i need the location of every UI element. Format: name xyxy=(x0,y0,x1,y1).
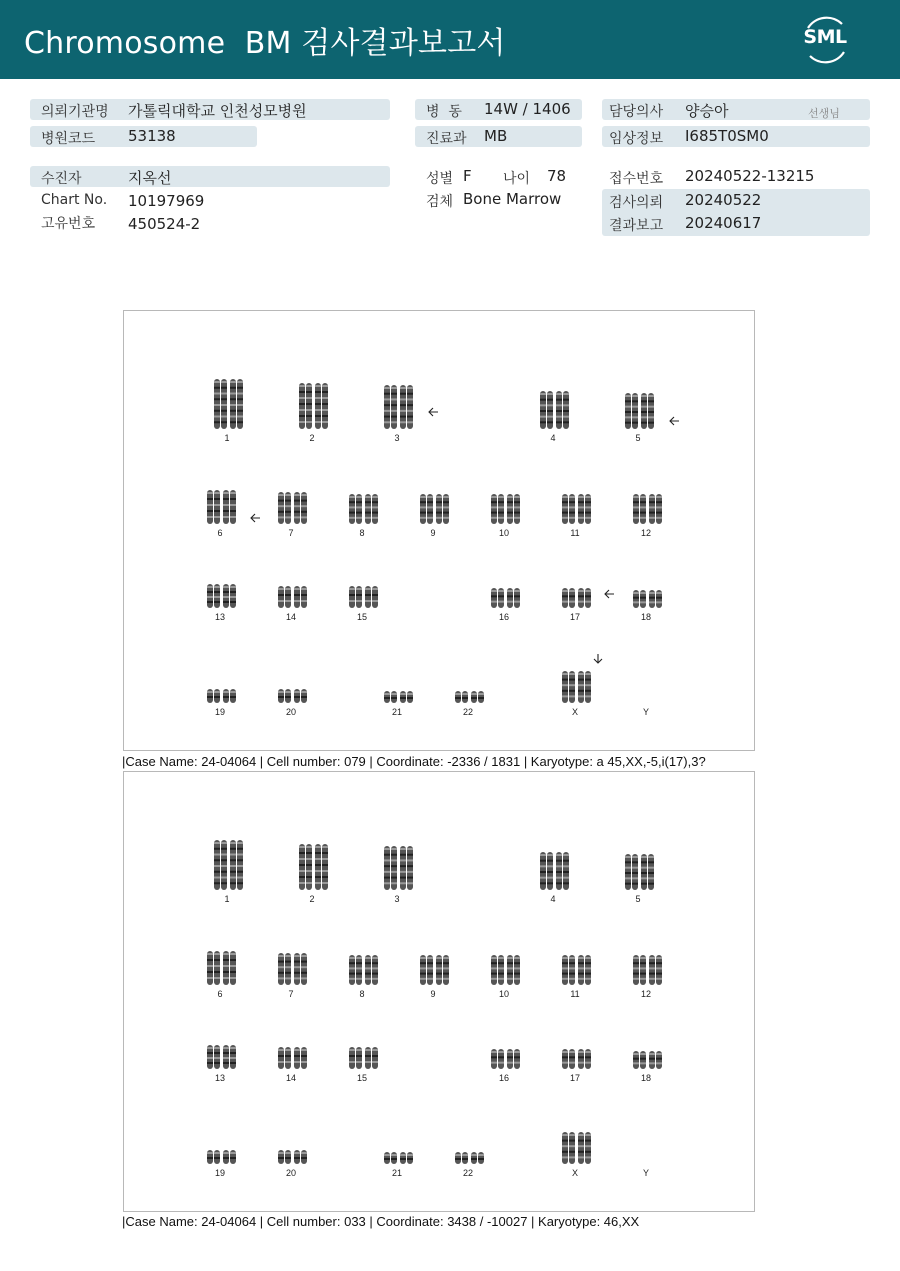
chromosome-number-3: 3 xyxy=(394,433,400,443)
chromosome-number-19: 19 xyxy=(214,1168,226,1178)
dept-value: MB xyxy=(484,127,508,145)
chromosome-X xyxy=(562,671,591,703)
chromosome-6 xyxy=(207,951,236,985)
karyotype-caption-1: |Case Name: 24-04064 | Cell number: 079 | Coordinate: -2336 / 1831 | Karyotype: a 45,XX,-5,i(17),3? xyxy=(122,754,706,769)
abnormality-arrow-icon xyxy=(594,654,602,663)
karyogram-1 xyxy=(124,311,756,752)
chromosome-19 xyxy=(207,689,236,703)
chromosome-number-20: 20 xyxy=(285,1168,297,1178)
request-date-value: 20240522 xyxy=(685,191,762,209)
chromosome-14 xyxy=(278,1047,307,1069)
chromosome-number-22: 22 xyxy=(462,1168,474,1178)
karyotype-image-2 xyxy=(123,771,755,1212)
chromosome-17 xyxy=(562,1049,591,1069)
chromosome-15 xyxy=(349,586,378,608)
chromosome-20 xyxy=(278,1150,307,1164)
chromosome-22 xyxy=(455,691,484,703)
chromosome-number-16: 16 xyxy=(498,1073,510,1083)
chromosome-20 xyxy=(278,689,307,703)
chromosome-number-2: 2 xyxy=(309,433,315,443)
chromosome-number-6: 6 xyxy=(217,989,223,999)
chromosome-8 xyxy=(349,955,378,985)
chromosome-number-9: 9 xyxy=(430,528,436,538)
chromosome-number-18: 18 xyxy=(640,612,652,622)
chromosome-1 xyxy=(214,840,243,890)
chromosome-number-1: 1 xyxy=(224,433,230,443)
chromosome-18 xyxy=(633,590,662,608)
request-date-label: 검사의뢰 xyxy=(609,195,664,211)
chromosome-number-11: 11 xyxy=(570,989,580,999)
patient-label: 수진자 xyxy=(41,171,82,187)
chromosome-number-9: 9 xyxy=(430,989,436,999)
chromosome-number-12: 12 xyxy=(640,528,652,538)
chromosome-number-1: 1 xyxy=(224,894,230,904)
chromosome-11 xyxy=(562,494,591,524)
chromosome-10 xyxy=(491,955,520,985)
chromosome-number-19: 19 xyxy=(214,707,226,717)
chromosome-11 xyxy=(562,955,591,985)
chromosome-number-Y: Y xyxy=(642,707,650,717)
specimen-label: 검체 xyxy=(426,194,454,210)
sex-value: F xyxy=(463,167,472,185)
abnormality-arrow-icon xyxy=(251,514,260,522)
report-date-label: 결과보고 xyxy=(609,218,664,234)
chromosome-number-7: 7 xyxy=(288,528,294,538)
chromosome-number-22: 22 xyxy=(462,707,474,717)
institution-value: 가톨릭대학교 인천성모병원 xyxy=(128,102,307,120)
chromosome-number-7: 7 xyxy=(288,989,294,999)
age-value: 78 xyxy=(547,167,567,185)
abnormality-arrow-icon xyxy=(605,590,614,598)
doctor-suffix: 선생님 xyxy=(808,107,840,120)
chromosome-number-X: X xyxy=(571,1168,579,1178)
chromosome-22 xyxy=(455,1152,484,1164)
chromosome-9 xyxy=(420,494,449,524)
chart-no-label: Chart No. xyxy=(41,192,108,208)
chromosome-16 xyxy=(491,588,520,608)
chromosome-17 xyxy=(562,588,591,608)
chromosome-number-14: 14 xyxy=(285,1073,297,1083)
uid-label: 고유번호 xyxy=(41,216,96,232)
chromosome-number-12: 12 xyxy=(640,989,652,999)
sml-logo xyxy=(798,14,852,66)
chromosome-7 xyxy=(278,492,307,524)
chromosome-3 xyxy=(384,385,413,429)
accession-value: 20240522-13215 xyxy=(685,167,815,185)
ward-value: 14W / 1406 xyxy=(484,100,571,118)
abnormality-arrow-icon xyxy=(670,417,679,425)
abnormality-arrow-icon xyxy=(429,408,438,416)
chromosome-2 xyxy=(299,383,328,429)
chromosome-4 xyxy=(540,391,569,429)
chromosome-2 xyxy=(299,844,328,890)
chromosome-number-17: 17 xyxy=(569,612,581,622)
chromosome-number-16: 16 xyxy=(498,612,510,622)
chromosome-6 xyxy=(207,490,236,524)
chromosome-4 xyxy=(540,852,569,890)
chromosome-9 xyxy=(420,955,449,985)
chromosome-12 xyxy=(633,494,662,524)
specimen-value: Bone Marrow xyxy=(463,190,562,208)
chromosome-number-5: 5 xyxy=(635,433,641,443)
sex-label: 성별 xyxy=(426,171,454,187)
clinical-value: I685T0SM0 xyxy=(685,127,769,145)
chart-no-value: 10197969 xyxy=(128,192,205,210)
patient-row-bg xyxy=(30,166,390,187)
chromosome-number-6: 6 xyxy=(217,528,223,538)
report-date-value: 20240617 xyxy=(685,214,762,232)
chromosome-number-13: 13 xyxy=(214,612,226,622)
chromosome-number-15: 15 xyxy=(356,612,368,622)
chromosome-X xyxy=(562,1132,591,1164)
chromosome-8 xyxy=(349,494,378,524)
chromosome-number-8: 8 xyxy=(359,528,365,538)
chromosome-number-10: 10 xyxy=(498,989,510,999)
chromosome-1 xyxy=(214,379,243,429)
chromosome-3 xyxy=(384,846,413,890)
chromosome-number-13: 13 xyxy=(214,1073,226,1083)
karyogram-2 xyxy=(124,772,756,1213)
chromosome-10 xyxy=(491,494,520,524)
chromosome-7 xyxy=(278,953,307,985)
chromosome-number-14: 14 xyxy=(285,612,297,622)
institution-label: 의뢰기관명 xyxy=(41,104,109,120)
chromosome-14 xyxy=(278,586,307,608)
chromosome-16 xyxy=(491,1049,520,1069)
chromosome-number-15: 15 xyxy=(356,1073,368,1083)
clinical-label: 임상정보 xyxy=(609,131,664,147)
chromosome-number-11: 11 xyxy=(570,528,580,538)
chromosome-number-8: 8 xyxy=(359,989,365,999)
chromosome-number-21: 21 xyxy=(391,1168,403,1178)
chromosome-15 xyxy=(349,1047,378,1069)
age-label: 나이 xyxy=(503,171,531,187)
chromosome-21 xyxy=(384,691,413,703)
chromosome-19 xyxy=(207,1150,236,1164)
ward-label: 병 동 xyxy=(426,104,462,120)
hospital-code-label: 병원코드 xyxy=(41,131,96,147)
chromosome-number-18: 18 xyxy=(640,1073,652,1083)
karyotype-caption-2: |Case Name: 24-04064 | Cell number: 033 | Coordinate: 3438 / -10027 | Karyotype: 46,XX xyxy=(122,1214,640,1229)
chromosome-number-4: 4 xyxy=(550,894,556,904)
doctor-label: 담당의사 xyxy=(609,104,664,120)
patient-value: 지옥선 xyxy=(128,169,172,187)
chromosome-number-2: 2 xyxy=(309,894,315,904)
chromosome-13 xyxy=(207,1045,236,1069)
chromosome-number-X: X xyxy=(571,707,579,717)
report-title: Chromosome BM 검사결과보고서 xyxy=(24,26,506,61)
chromosome-number-5: 5 xyxy=(635,894,641,904)
doctor-value: 양승아 xyxy=(685,102,729,120)
karyotype-image-1 xyxy=(123,310,755,751)
hospital-code-value: 53138 xyxy=(128,127,176,145)
chromosome-13 xyxy=(207,584,236,608)
chromosome-12 xyxy=(633,955,662,985)
dept-label: 진료과 xyxy=(426,131,467,147)
logo-text: SML xyxy=(803,26,847,48)
chromosome-number-3: 3 xyxy=(394,894,400,904)
chromosome-21 xyxy=(384,1152,413,1164)
chromosome-18 xyxy=(633,1051,662,1069)
accession-label: 접수번호 xyxy=(609,171,664,187)
chromosome-number-4: 4 xyxy=(550,433,556,443)
uid-value: 450524-2 xyxy=(128,215,201,233)
chromosome-number-10: 10 xyxy=(498,528,510,538)
chromosome-5 xyxy=(625,854,654,890)
chromosome-number-20: 20 xyxy=(285,707,297,717)
chromosome-number-21: 21 xyxy=(391,707,403,717)
report-header xyxy=(0,0,900,79)
chromosome-5 xyxy=(625,393,654,429)
chromosome-number-17: 17 xyxy=(569,1073,581,1083)
chromosome-number-Y: Y xyxy=(642,1168,650,1178)
